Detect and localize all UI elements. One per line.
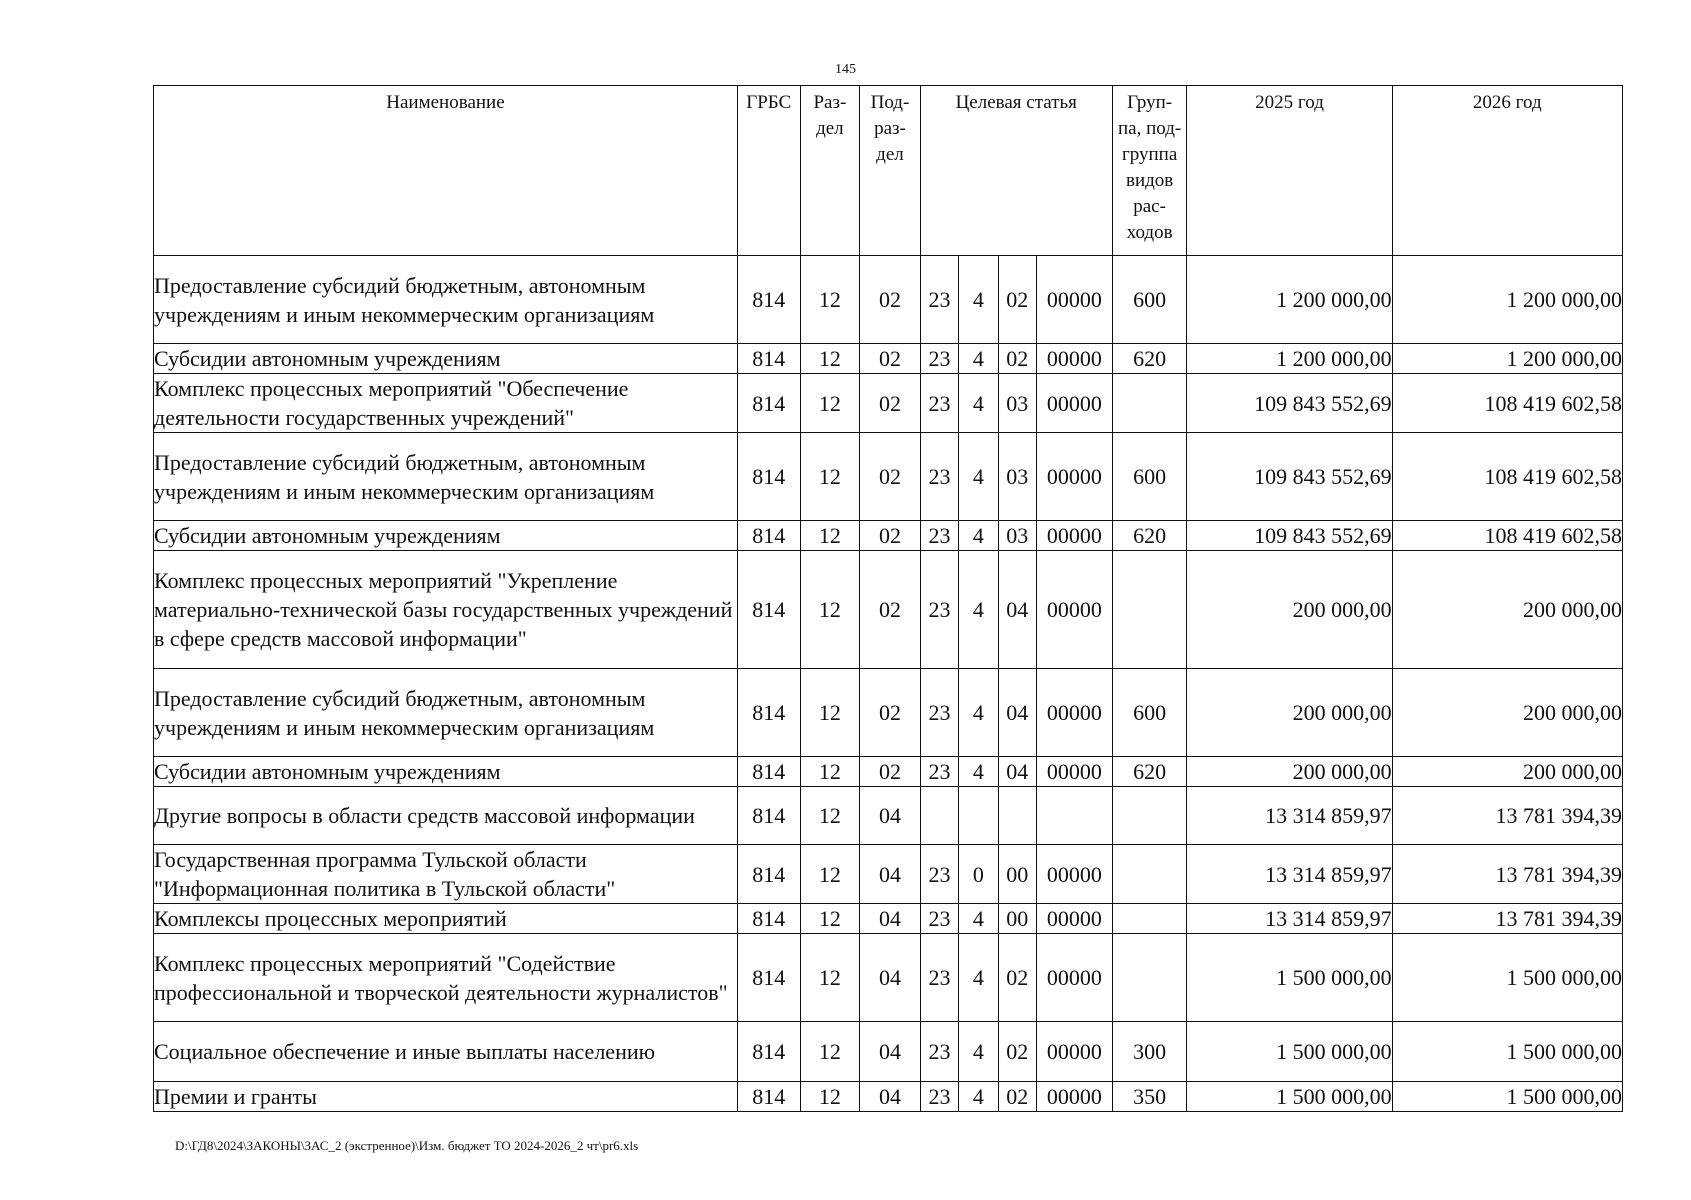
row-name-cell: Комплекс процессных мероприятий "Укрепление материально-технической базы государственных учреждений в сфере средств массовой информации": [154, 551, 738, 669]
row-name-cell: Социальное обеспечение и иные выплаты населению: [154, 1022, 738, 1082]
table-row: [154, 1082, 1623, 1112]
row-grbs-cell: 814: [737, 1082, 800, 1112]
row-grbs-cell: 814: [737, 433, 800, 521]
row-target-direction-cell: 00000: [1036, 669, 1112, 757]
row-subsection-cell: 04: [860, 904, 921, 934]
row-subsection-cell: 02: [860, 256, 921, 344]
row-target-direction-cell: 00000: [1036, 934, 1112, 1022]
table-row: [154, 374, 1623, 433]
header-section: Раз- дел: [800, 86, 860, 256]
row-subsection-cell: 04: [860, 1082, 921, 1112]
row-amount-2025-cell: 1 500 000,00: [1187, 1022, 1392, 1082]
row-subsection-cell: 02: [860, 344, 921, 374]
row-subsection-cell: 04: [860, 1022, 921, 1082]
row-section-cell: 12: [800, 845, 860, 904]
row-expense-group-cell: 600: [1112, 256, 1187, 344]
row-expense-group-cell: [1112, 374, 1187, 433]
row-amount-2025-cell: 200 000,00: [1187, 757, 1392, 787]
row-expense-group-cell: [1112, 551, 1187, 669]
row-section-cell: 12: [800, 433, 860, 521]
budget-table: [153, 85, 1623, 1112]
row-expense-group-cell: [1112, 787, 1187, 845]
row-grbs-cell: 814: [737, 787, 800, 845]
row-name-cell: Субсидии автономным учреждениям: [154, 757, 738, 787]
row-name-cell: Субсидии автономным учреждениям: [154, 521, 738, 551]
row-grbs-cell: 814: [737, 669, 800, 757]
row-amount-2026-cell: 13 781 394,39: [1392, 787, 1622, 845]
table-row: [154, 757, 1623, 787]
row-target-program-cell: 23: [920, 551, 958, 669]
row-name-cell: Комплекс процессных мероприятий "Содействие профессиональной и творческой деятельности журналистов": [154, 934, 738, 1022]
row-subsection-cell: 02: [860, 757, 921, 787]
row-name-cell: Государственная программа Тульской области "Информационная политика в Тульской области": [154, 845, 738, 904]
row-section-cell: 12: [800, 934, 860, 1022]
row-subsection-cell: 02: [860, 374, 921, 433]
row-target-direction-cell: 00000: [1036, 904, 1112, 934]
row-amount-2025-cell: 200 000,00: [1187, 551, 1392, 669]
row-expense-group-cell: [1112, 904, 1187, 934]
row-amount-2026-cell: 200 000,00: [1392, 551, 1622, 669]
row-target-type-cell: 4: [959, 521, 998, 551]
row-target-subprogram-cell: 03: [998, 374, 1036, 433]
row-expense-group-cell: 620: [1112, 344, 1187, 374]
row-grbs-cell: 814: [737, 757, 800, 787]
header-subsection: Под- раз- дел: [860, 86, 921, 256]
row-amount-2026-cell: 1 200 000,00: [1392, 256, 1622, 344]
row-target-program-cell: 23: [920, 433, 958, 521]
row-amount-2025-cell: 1 200 000,00: [1187, 256, 1392, 344]
row-target-program-cell: 23: [920, 256, 958, 344]
row-grbs-cell: 814: [737, 551, 800, 669]
row-section-cell: 12: [800, 669, 860, 757]
row-target-direction-cell: 00000: [1036, 433, 1112, 521]
row-amount-2025-cell: 1 500 000,00: [1187, 1082, 1392, 1112]
row-section-cell: 12: [800, 787, 860, 845]
row-target-subprogram-cell: 04: [998, 551, 1036, 669]
row-target-type-cell: [959, 787, 998, 845]
row-target-direction-cell: 00000: [1036, 256, 1112, 344]
row-target-subprogram-cell: 02: [998, 1082, 1036, 1112]
row-name-cell: Комплекс процессных мероприятий "Обеспечение деятельности государственных учреждений": [154, 374, 738, 433]
table-row: [154, 344, 1623, 374]
row-target-direction-cell: 00000: [1036, 1082, 1112, 1112]
row-section-cell: 12: [800, 551, 860, 669]
row-section-cell: 12: [800, 374, 860, 433]
table-row: [154, 551, 1623, 669]
row-target-subprogram-cell: 04: [998, 669, 1036, 757]
row-target-subprogram-cell: 02: [998, 256, 1036, 344]
row-expense-group-cell: 620: [1112, 521, 1187, 551]
table-row: [154, 256, 1623, 344]
header-2026: 2026 год: [1392, 86, 1622, 256]
row-target-type-cell: 4: [959, 904, 998, 934]
row-grbs-cell: 814: [737, 1022, 800, 1082]
row-amount-2026-cell: 108 419 602,58: [1392, 521, 1622, 551]
row-amount-2026-cell: 1 500 000,00: [1392, 934, 1622, 1022]
row-expense-group-cell: 350: [1112, 1082, 1187, 1112]
row-target-type-cell: 4: [959, 374, 998, 433]
row-amount-2026-cell: 13 781 394,39: [1392, 904, 1622, 934]
row-target-program-cell: 23: [920, 845, 958, 904]
table-row: [154, 904, 1623, 934]
row-target-type-cell: 4: [959, 669, 998, 757]
row-target-subprogram-cell: 00: [998, 845, 1036, 904]
header-grbs: ГРБС: [737, 86, 800, 256]
table-row: [154, 433, 1623, 521]
row-target-direction-cell: [1036, 787, 1112, 845]
row-target-subprogram-cell: 03: [998, 433, 1036, 521]
row-name-cell: Предоставление субсидий бюджетным, автономным учреждениям и иным некоммерческим организациям: [154, 433, 738, 521]
row-target-direction-cell: 00000: [1036, 757, 1112, 787]
row-target-direction-cell: 00000: [1036, 845, 1112, 904]
row-expense-group-cell: 620: [1112, 757, 1187, 787]
row-subsection-cell: 02: [860, 669, 921, 757]
row-target-program-cell: 23: [920, 904, 958, 934]
row-grbs-cell: 814: [737, 934, 800, 1022]
row-amount-2026-cell: 200 000,00: [1392, 757, 1622, 787]
row-grbs-cell: 814: [737, 374, 800, 433]
row-target-type-cell: 4: [959, 551, 998, 669]
header-target-article: Целевая статья: [920, 86, 1112, 256]
row-section-cell: 12: [800, 344, 860, 374]
table-header-row: [154, 86, 1623, 256]
row-grbs-cell: 814: [737, 256, 800, 344]
row-target-program-cell: 23: [920, 1022, 958, 1082]
row-section-cell: 12: [800, 1022, 860, 1082]
row-grbs-cell: 814: [737, 845, 800, 904]
row-target-direction-cell: 00000: [1036, 1022, 1112, 1082]
row-name-cell: Премии и гранты: [154, 1082, 738, 1112]
row-amount-2026-cell: 108 419 602,58: [1392, 433, 1622, 521]
row-target-subprogram-cell: 02: [998, 934, 1036, 1022]
row-grbs-cell: 814: [737, 344, 800, 374]
row-target-type-cell: 4: [959, 1022, 998, 1082]
row-target-direction-cell: 00000: [1036, 344, 1112, 374]
table-row: [154, 787, 1623, 845]
row-amount-2026-cell: 1 500 000,00: [1392, 1082, 1622, 1112]
table-body: [154, 256, 1623, 1112]
row-target-direction-cell: 00000: [1036, 551, 1112, 669]
row-amount-2025-cell: 1 500 000,00: [1187, 934, 1392, 1022]
row-target-type-cell: 4: [959, 433, 998, 521]
row-amount-2026-cell: 1 500 000,00: [1392, 1022, 1622, 1082]
file-path: D:\ГД8\2024\ЗАКОНЫ\ЗАС_2 (экстренное)\Изм. бюджет ТО 2024-2026_2 чт\pr6.xls: [175, 1138, 639, 1153]
row-amount-2025-cell: 109 843 552,69: [1187, 433, 1392, 521]
row-amount-2026-cell: 13 781 394,39: [1392, 845, 1622, 904]
row-target-type-cell: 4: [959, 934, 998, 1022]
row-target-direction-cell: 00000: [1036, 521, 1112, 551]
row-target-subprogram-cell: 03: [998, 521, 1036, 551]
row-amount-2026-cell: 108 419 602,58: [1392, 374, 1622, 433]
row-target-program-cell: 23: [920, 669, 958, 757]
row-target-type-cell: 4: [959, 757, 998, 787]
row-amount-2025-cell: 109 843 552,69: [1187, 521, 1392, 551]
row-target-program-cell: 23: [920, 934, 958, 1022]
row-amount-2025-cell: 13 314 859,97: [1187, 904, 1392, 934]
row-grbs-cell: 814: [737, 521, 800, 551]
row-target-program-cell: 23: [920, 521, 958, 551]
row-target-program-cell: 23: [920, 374, 958, 433]
row-target-type-cell: 4: [959, 344, 998, 374]
header-name: Наименование: [154, 86, 738, 256]
row-target-subprogram-cell: [998, 787, 1036, 845]
row-amount-2025-cell: 13 314 859,97: [1187, 845, 1392, 904]
row-expense-group-cell: 600: [1112, 433, 1187, 521]
table-row: [154, 845, 1623, 904]
row-section-cell: 12: [800, 521, 860, 551]
row-target-program-cell: 23: [920, 1082, 958, 1112]
row-target-subprogram-cell: 00: [998, 904, 1036, 934]
row-target-subprogram-cell: 02: [998, 344, 1036, 374]
row-name-cell: Другие вопросы в области средств массовой информации: [154, 787, 738, 845]
row-target-type-cell: 4: [959, 1082, 998, 1112]
row-name-cell: Субсидии автономным учреждениям: [154, 344, 738, 374]
row-target-subprogram-cell: 04: [998, 757, 1036, 787]
row-section-cell: 12: [800, 256, 860, 344]
header-expense-group: Груп- па, под- группа видов рас- ходов: [1112, 86, 1187, 256]
row-amount-2026-cell: 1 200 000,00: [1392, 344, 1622, 374]
row-subsection-cell: 04: [860, 787, 921, 845]
row-expense-group-cell: 300: [1112, 1022, 1187, 1082]
row-amount-2026-cell: 200 000,00: [1392, 669, 1622, 757]
row-target-direction-cell: 00000: [1036, 374, 1112, 433]
row-subsection-cell: 02: [860, 521, 921, 551]
row-expense-group-cell: [1112, 934, 1187, 1022]
row-target-type-cell: 4: [959, 256, 998, 344]
row-expense-group-cell: [1112, 845, 1187, 904]
table-row: [154, 1022, 1623, 1082]
table-row: [154, 521, 1623, 551]
table-row: [154, 669, 1623, 757]
row-target-program-cell: [920, 787, 958, 845]
page-number: 145: [835, 62, 856, 77]
row-name-cell: Предоставление субсидий бюджетным, автономным учреждениям и иным некоммерческим организациям: [154, 256, 738, 344]
row-target-program-cell: 23: [920, 344, 958, 374]
row-name-cell: Предоставление субсидий бюджетным, автономным учреждениям и иным некоммерческим организациям: [154, 669, 738, 757]
row-section-cell: 12: [800, 1082, 860, 1112]
row-subsection-cell: 04: [860, 934, 921, 1022]
row-amount-2025-cell: 13 314 859,97: [1187, 787, 1392, 845]
row-amount-2025-cell: 200 000,00: [1187, 669, 1392, 757]
row-grbs-cell: 814: [737, 904, 800, 934]
row-expense-group-cell: 600: [1112, 669, 1187, 757]
row-subsection-cell: 04: [860, 845, 921, 904]
table-row: [154, 934, 1623, 1022]
row-target-subprogram-cell: 02: [998, 1022, 1036, 1082]
row-amount-2025-cell: 1 200 000,00: [1187, 344, 1392, 374]
row-amount-2025-cell: 109 843 552,69: [1187, 374, 1392, 433]
header-2025: 2025 год: [1187, 86, 1392, 256]
row-target-program-cell: 23: [920, 757, 958, 787]
row-target-type-cell: 0: [959, 845, 998, 904]
row-section-cell: 12: [800, 757, 860, 787]
row-name-cell: Комплексы процессных мероприятий: [154, 904, 738, 934]
row-subsection-cell: 02: [860, 433, 921, 521]
row-section-cell: 12: [800, 904, 860, 934]
row-subsection-cell: 02: [860, 551, 921, 669]
